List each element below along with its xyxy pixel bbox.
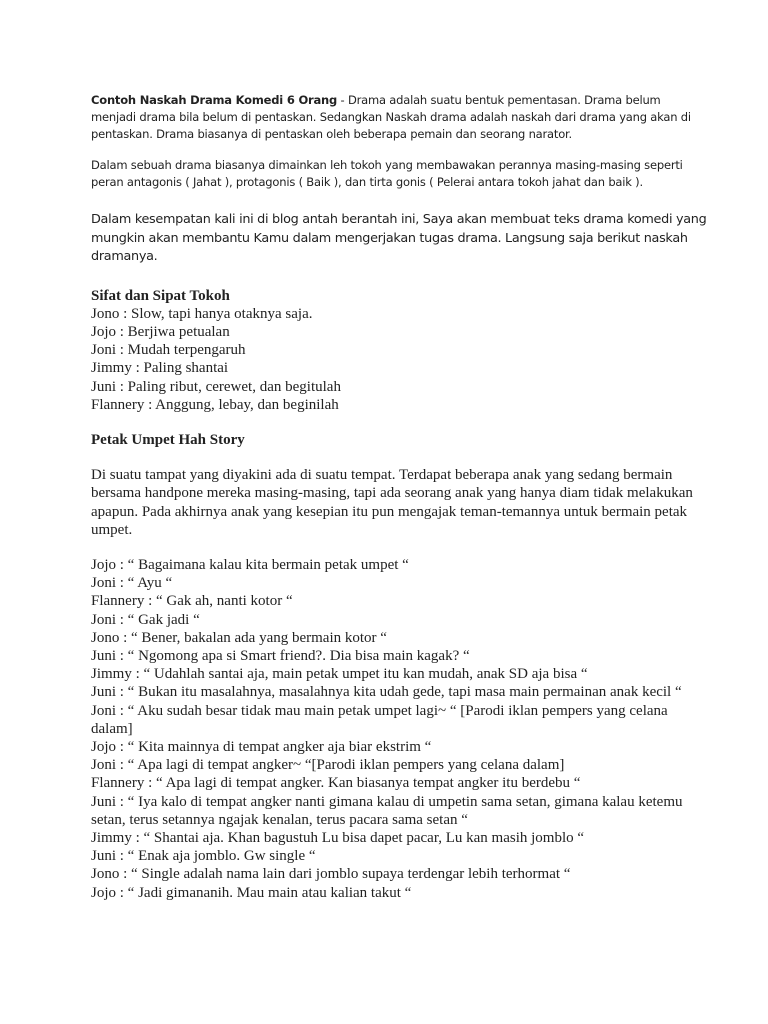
dialogue-line: Jimmy : “ Shantai aja. Khan bagustuh Lu bisa dapet pacar, Lu kan masih jomblo “ — [91, 829, 585, 846]
dialogue-line: Juni : “ Bukan itu masalahnya, masalahnya kita udah gede, tapi masa main permainan anak kecil “ — [91, 684, 682, 701]
dialogue-list — [91, 556, 708, 902]
dialogue-line: Juni : “ Enak aja jomblo. Gw single “ — [91, 848, 316, 865]
dialogue-line: Flannery : “ Gak ah, nanti kotor “ — [91, 593, 293, 610]
dialogue-line: Jimmy : “ Udahlah santai aja, main petak umpet itu kan mudah, anak SD aja bisa “ — [91, 666, 588, 683]
dialogue-line: Jono : “ Bener, bakalan ada yang bermain kotor “ — [91, 629, 387, 646]
trait-item: Flannery : Anggung, lebay, dan beginilah — [91, 396, 339, 413]
dialogue-line: Jojo : “ Bagaimana kalau kita bermain petak umpet “ — [91, 556, 409, 573]
dialogue-line: Jojo : “ Jadi gimananih. Mau main atau kalian takut “ — [91, 884, 412, 901]
dialogue-line: Jojo : “ Kita mainnya di tempat angker aja biar ekstrim “ — [91, 738, 432, 755]
story-paragraph: Di suatu tampat yang diyakini ada di suatu tempat. Terdapat beberapa anak yang sedang bermain bersama handpone mereka masing-masing, tapi ada seorang anak yang hanya diam tidak melakukan apapun. Pada akhirnya anak yang kesepian itu pun mengajak teman-temannya untuk bermain petak umpet. — [91, 467, 693, 538]
dialogue-line: Joni : “ Gak jadi “ — [91, 611, 200, 628]
traits-list — [91, 305, 708, 414]
trait-item: Joni : Mudah terpengaruh — [91, 342, 246, 359]
dialogue-line: Joni : “ Apa lagi di tempat angker~ “[Parodi iklan pempers yang celana dalam] — [91, 757, 565, 774]
dialogue-line: Jono : “ Single adalah nama lain dari jomblo supaya terdengar lebih terhormat “ — [91, 866, 571, 883]
dialogue-line: Flannery : “ Apa lagi di tempat angker. Kan biasanya tempat angker itu berdebu “ — [91, 775, 581, 792]
trait-item: Juni : Paling ribut, cerewet, dan begitulah — [91, 378, 341, 395]
opening-paragraph: Dalam kesempatan kali ini di blog antah berantah ini, Saya akan membuat teks drama komedi yang mungkin akan membantu Kamu dalam mengerjakan tugas drama. Langsung saja berikut naskah dramanya. — [91, 212, 707, 264]
intro-title: Contoh Naskah Drama Komedi 6 Orang — [91, 93, 338, 107]
dialogue-line: Joni : “ Ayu “ — [91, 575, 173, 592]
trait-item: Jojo : Berjiwa petualan — [91, 323, 230, 340]
story-heading: Petak Umpet Hah Story — [91, 431, 245, 448]
dialogue-line: Juni : “ Ngomong apa si Smart friend?. Dia bisa main kagak? “ — [91, 647, 470, 664]
dialogue-line: Juni : “ Iya kalo di tempat angker nanti gimana kalau di umpetin sama setan, gimana kalau ketemu setan, terus setannya ngajak kenalan, terus pacara sama setan “ — [91, 793, 683, 828]
intro-paragraph — [91, 92, 708, 143]
traits-heading: Sifat dan Sipat Tokoh — [91, 287, 230, 304]
dialogue-line: Joni : “ Aku sudah besar tidak mau main petak umpet lagi~ “ [Parodi iklan pempers yang celana dalam] — [91, 702, 668, 737]
characters-paragraph: Dalam sebuah drama biasanya dimainkan leh tokoh yang membawakan perannya masing-masing seperti peran antagonis ( Jahat ), protagonis ( Baik ), dan tirta gonis ( Pelerai antara tokoh jahat dan baik ). — [91, 158, 683, 189]
trait-item: Jimmy : Paling shantai — [91, 360, 229, 377]
intro-text: - Drama adalah suatu bentuk pementasan. Drama belum menjadi drama bila belum di pentaskan. Sedangkan Naskah drama adalah naskah dari drama yang akan di pentaskan. Drama biasanya di pentaskan oleh beberapa pemain dan seorang narator. — [91, 93, 691, 141]
trait-item: Jono : Slow, tapi hanya otaknya saja. — [91, 305, 313, 322]
